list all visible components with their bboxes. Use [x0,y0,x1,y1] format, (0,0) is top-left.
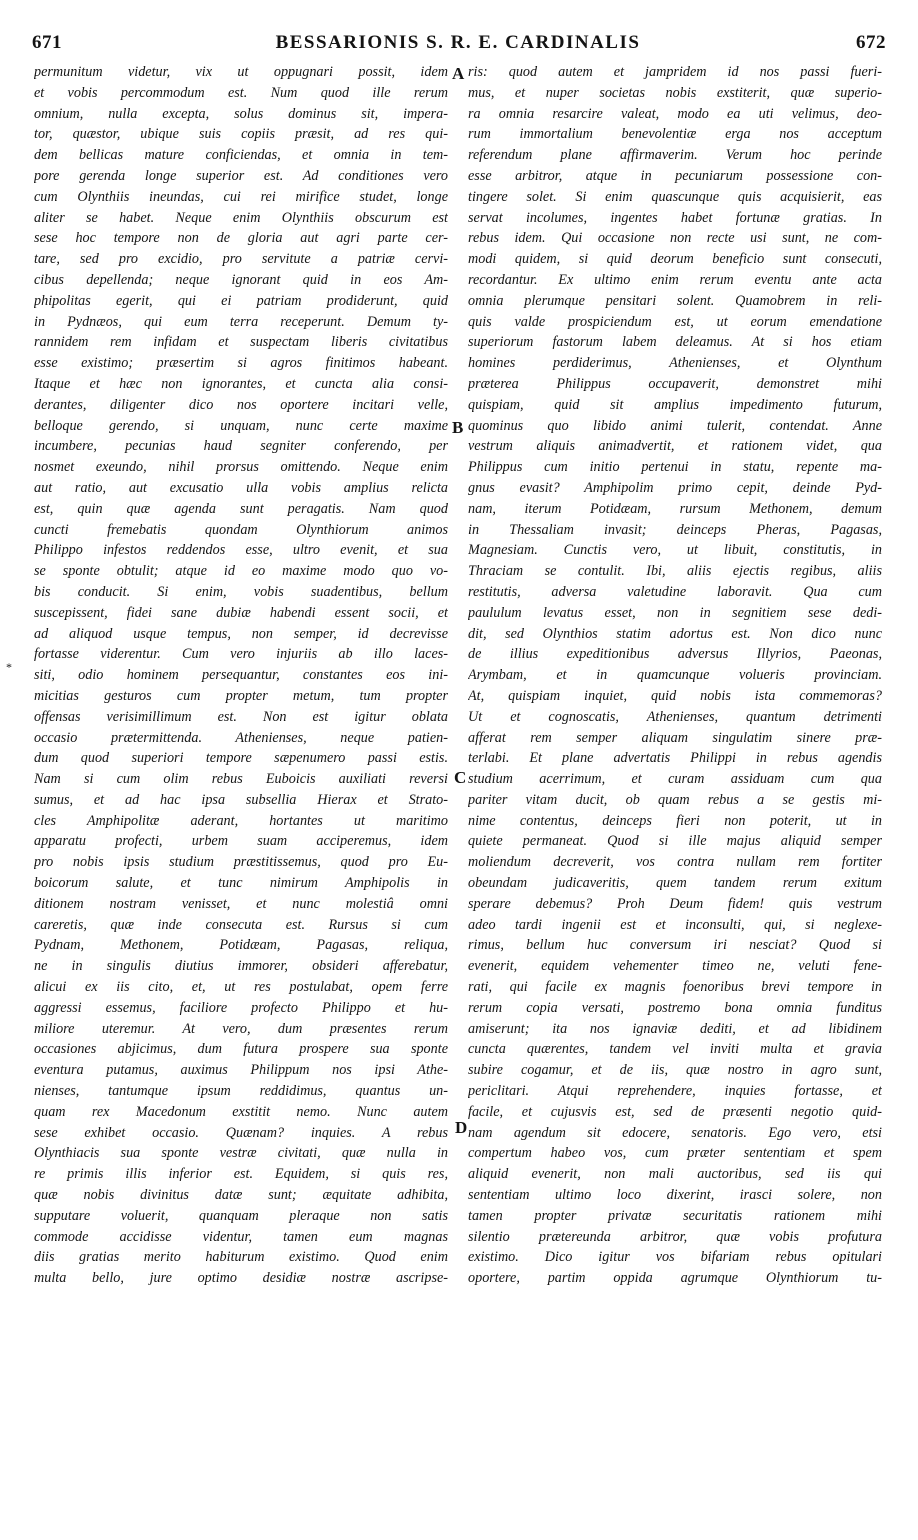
left-column-line: apparatu profecti, urbem suam acciperemus, idem [34,833,448,850]
right-column-line: quispiam, quid sit amplius impedimento futurum, [468,396,882,413]
running-title: BESSARIONIS S. R. E. CARDINALIS [275,32,641,53]
running-header [30,32,886,64]
right-column-line: oportere, partim oppida agrumque Olynthiorum tu- [468,1270,882,1287]
left-column-line: omnium, nulla excepta, solus dominus sit, impera- [34,105,448,122]
right-column-line: rebus idem. Qui occasione non recte usi sunt, ne com- [468,230,882,247]
left-column-line: rannidem rem infidam et suspectam liberis civitatibus [34,334,448,351]
page-number-right: 672 [856,32,886,53]
right-column-line: mus, et nuper societas nobis exstiterit, quæ superio- [468,84,882,101]
left-column-line: Philippo infestos reddendos esse, ultro evenit, et sua [34,542,448,559]
right-column-line: de illius expeditionibus adversus Illyrios, Paeonas, [468,646,882,663]
right-column-line: nam, iterum Potidæam, rursum Methonem, demum [468,500,882,517]
left-column-line: et vobis percommodum est. Num quod ille rerum [34,84,448,101]
left-column-line: multa bello, jure optimo desidiæ nostræ ascripse- [34,1270,448,1287]
left-column-line: quæ nobis divinitus datæ sunt; æquitate adhibita, [34,1187,448,1204]
right-column-line: periclitari. Atqui reprehendere, inquies fortasse, et [468,1083,882,1100]
right-column-line: dit, sed Olynthios statim adortus est. Non dico nunc [468,625,882,642]
left-column-line: incumbere, pecunias haud segniter conferendo, per [34,438,448,455]
right-column-line: sperare debemus? Proh Deum fidem! quis vestrum [468,895,882,912]
right-column-line: servat incolumes, ingentes habet fortunæ gratias. In [468,209,882,226]
left-column-line: tare, sed pro excidio, pro servitute a patriæ cervi- [34,251,448,268]
right-column-line: rerum copia versati, postremo bona omnia funditus [468,999,882,1016]
left-column-line: cum Olynthiis ineundas, cui rei mirifice studet, longe [34,188,448,205]
right-column-line: facile, et cujusvis est, sed de præsenti negotio quid- [468,1103,882,1120]
right-column-line: terlabi. Et plane advertatis Philippi in rebus agendis [468,750,882,767]
margin-letter-d: D [455,1118,468,1137]
left-column-line: se sponte obtulit; atque id eo maxime modo quo vo- [34,563,448,580]
left-column-line: ne in singulis diutius immorer, obsideri afferebatur, [34,958,448,975]
right-column-line: omnia plerumque pensitari solent. Quamobrem in reli- [468,292,882,309]
left-column-line: cuncti fremebatis quondam Olynthiorum animos [34,521,448,538]
right-column-line: Thraciam se contulit. Ibi, aliis ejectis regibus, aliis [468,563,882,580]
left-column-line: supputare voluerit, quanquam pleraque non satis [34,1207,448,1224]
left-column-line: permunitum videtur, vix ut oppugnari possit, idem [34,64,448,80]
left-column-line: nosmet exeundo, nihil prorsus omittendo. Neque enim [34,459,448,476]
left-column-line: esse existimo; præsertim si agros finitimos habeant. [34,355,448,372]
left-column-line: dem bellicas mature conficiendas, et omnia in tem- [34,147,448,164]
left-column-line: belloque gerendo, si unquam, nunc certe maxime [34,417,448,434]
right-column-line: modi quidem, si quid deorum beneficio sunt consecuti, [468,251,882,268]
left-column-line: aut ratio, aut excusatio ulla vobis amplius relicta [34,479,448,496]
right-column-line: rum immortalium benevolentiæ erga nos acceptum [468,126,882,143]
right-column-line: ris: quod autem et jampridem id nos passi fueri- [468,64,882,80]
right-column-line: Magnesiam. Cunctis vero, ut libuit, constitutis, in [468,542,882,559]
right-column-line: homines perdiderimus, Athenienses, et Olynthum [468,355,882,372]
left-column-line: aggressi essemus, faciliore profecto Philippo et hu- [34,999,448,1016]
right-column-line: compertum habeo vos, cum præter sententiam et spem [468,1145,882,1162]
margin-letter-c: C [454,768,467,787]
right-column-line: subire cogamur, et de iis, quæ nostro in agro sunt, [468,1062,882,1079]
left-column-line: siti, odio hominem persequantur, constantes eos ini- [34,667,448,684]
right-column-text [468,62,882,1289]
right-column-line: amiserunt; ita nos ignaviæ dediti, et ad libidinem [468,1020,882,1037]
right-column-line: quis valde prospiciendum est, ut eorum emendatione [468,313,882,330]
left-column-line: boicorum salute, et tunc nimirum Amphipolis in [34,875,448,892]
left-column-line: alicui ex iis cito, et, ut res postulabat, opem ferre [34,979,448,996]
left-column-line: Itaque et hæc non ignorantes, et cuncta alia consi- [34,375,448,392]
right-column-line: ra omnia resarcire valeat, modo ea uti velimus, deo- [468,105,882,122]
right-column-line: quominus quo libido animi tulerit, contendat. Anne [468,417,882,434]
right-column-line: nime contentus, deinceps fieri non poterit, ut in [468,812,882,829]
right-column-line: in Thessaliam invasit; deinceps Pheras, Pagasas, [468,521,882,538]
left-column-line: careretis, quæ inde consecuta est. Rursus si cum [34,916,448,933]
left-column-line: pore gerenda longe superior est. Ad conditiones vero [34,167,448,184]
left-column-line: diis gratias merito habiturum existimo. Quod enim [34,1249,448,1266]
left-column-line: Olynthiacis sua sponte vestræ civitati, quæ nulla in [34,1145,448,1162]
left-column-line: occasiones abjicimus, dum futura prospere sua sponte [34,1041,448,1058]
left-column-line: Nam si cum olim rebus Euboicis auxiliati reversi [34,771,448,788]
right-column-line: quiete permaneat. Quod si ille majus aliquid semper [468,833,882,850]
left-column-line: aliter se habet. Neque enim Olynthiis obscurum est [34,209,448,226]
right-column-line: Arymbam, et in quamcunque volueris provinciam. [468,667,882,684]
left-column-line: est, quin quæ agenda sunt peragatis. Nam quod [34,500,448,517]
left-column-line: suscepissent, fidei sane dubiæ habendi essent socii, et [34,604,448,621]
left-column-line: cles Amphipolitæ aderant, hortantes ut maritimo [34,812,448,829]
right-column-line: tingere solet. Si enim quascunque quis acquisierit, eas [468,188,882,205]
left-column-line: ditionem nostram venisset, et nunc molestiâ omni [34,895,448,912]
left-column-line: ad aliquod usque tempus, non semper, id decrevisse [34,625,448,642]
left-column-line: miliore uteremur. At vero, dum præsentes rerum [34,1020,448,1037]
left-column-line: occasio prætermittenda. Athenienses, neque patien- [34,729,448,746]
left-column-line: dum quod superiori tempore sæpenumero passi estis. [34,750,448,767]
right-column-line: præterea Philippus occupaverit, demonstret mihi [468,375,882,392]
left-column-text [34,62,448,1289]
left-column-line: offensas verisimillimum est. Non est igitur oblata [34,708,448,725]
right-column-line: gnus evasit? Amphipolim primo cepit, deinde Pyd- [468,479,882,496]
right-column-line: pariter vitam ducit, ob quam rebus a se gestis mi- [468,791,882,808]
right-column-line: paululum levatus esset, non in segnitiem sese dedi- [468,604,882,621]
right-column-line: afferat rem semper aliquam singulatim sinere præ- [468,729,882,746]
left-column-line: Pydnam, Methonem, Potidæam, Pagasas, reliqua, [34,937,448,954]
right-column-line: restitutis, adversa valetudine laboravit. Qua cum [468,583,882,600]
left-column-line: in Pydnæos, qui eum terra receperunt. Demum ty- [34,313,448,330]
right-column-line: Ut et cognoscatis, Athenienses, quantum detrimenti [468,708,882,725]
right-column-line: recordantur. Ex ultimo enim rerum eventu ante acta [468,271,882,288]
right-column-line: studium acerrimum, et curam assiduam cum qua [468,771,882,788]
right-column-line: superiorum fastorum labem deleamus. At si hos etiam [468,334,882,351]
right-column-line: tamen propter privatæ securitatis rationem mihi [468,1207,882,1224]
left-column-line: commode accidisse videntur, tamen eum magnas [34,1228,448,1245]
right-column-line: Philippus cum initio pertenui in statu, repente ma- [468,459,882,476]
margin-asterisk: * [6,660,12,674]
left-column-line: sese exhibet occasio. Quænam? inquies. A rebus [34,1124,448,1141]
page-number-left: 671 [32,32,62,53]
right-column-line: obeundam judicaveritis, quem tandem rerum exitum [468,875,882,892]
left-column-line: pro nobis ipsis studium præstitissemus, quod pro Eu- [34,854,448,871]
left-column-line: bis conducit. Si enim, vobis suadentibus, bellum [34,583,448,600]
right-column-line: aliquid evenerit, non mali auctoribus, sed iis qui [468,1166,882,1183]
left-column-line: derantes, diligenter dico nos oportere incitari velle, [34,396,448,413]
margin-letter-b: B [452,418,464,437]
right-column-line: moliendum decreverit, vos contra nullam rem fortiter [468,854,882,871]
left-column-line: sumus, et ad hac ipsa subsellia Hierax et Strato- [34,791,448,808]
right-column-line: rimus, bellum huc conversum iri nesciat? Quod si [468,937,882,954]
left-column-line: micitias gesturos cum propter metum, tum propter [34,687,448,704]
left-column-line: phipolitas egerit, qui ei patriam prodiderunt, quid [34,292,448,309]
right-column-line: At, quispiam inquiet, quid nobis ista commemoras? [468,687,882,704]
right-column-line: cuncta quærentes, tandem vel inviti multa et gravia [468,1041,882,1058]
left-column-line: re primis illis inferior est. Equidem, si quis res, [34,1166,448,1183]
left-column-line: eventura putamus, auximus Philippum nos ipsi Athe- [34,1062,448,1079]
left-column-line: quam rex Macedonum exstitit nemo. Nunc autem [34,1103,448,1120]
right-column-line: sententiam ultimo loco dixerint, irasci solere, non [468,1187,882,1204]
left-column-line: tor, quæstor, ubique suis copiis præsit, ad res qui- [34,126,448,143]
right-column-line: referendum plane affirmaverim. Verum hoc perinde [468,147,882,164]
right-column-line: esse arbitror, atque in pecuniarum possessione con- [468,167,882,184]
right-column-line: nam agendum sit edocere, senatoris. Ego vero, etsi [468,1124,882,1141]
right-column-line: rati, qui facile ex magnis foenoribus brevi tempore in [468,979,882,996]
left-column-line: cibus depellenda; neque ignorant quid in eos Am- [34,271,448,288]
left-column-line: nienses, tantumque ipsum reddidimus, quantus un- [34,1083,448,1100]
left-column-line: fortasse viderentur. Cum vero injuriis ab illo laces- [34,646,448,663]
left-column-line: sese hoc tempore non de gloria aut agri parte cer- [34,230,448,247]
right-column-line: silentio prætereunda arbitror, quæ vobis profutura [468,1228,882,1245]
right-column-line: existimo. Dico igitur vos bifariam rebus opitulari [468,1249,882,1266]
margin-letter-a: A [452,64,465,83]
right-column-line: adeo tardi ingenii est et inconsulti, qui, si neglexe- [468,916,882,933]
right-column-line: evenerit, equidem vehementer timeo ne, veluti fene- [468,958,882,975]
right-column-line: vestrum aliquis animadvertit, et rationem videt, qua [468,438,882,455]
